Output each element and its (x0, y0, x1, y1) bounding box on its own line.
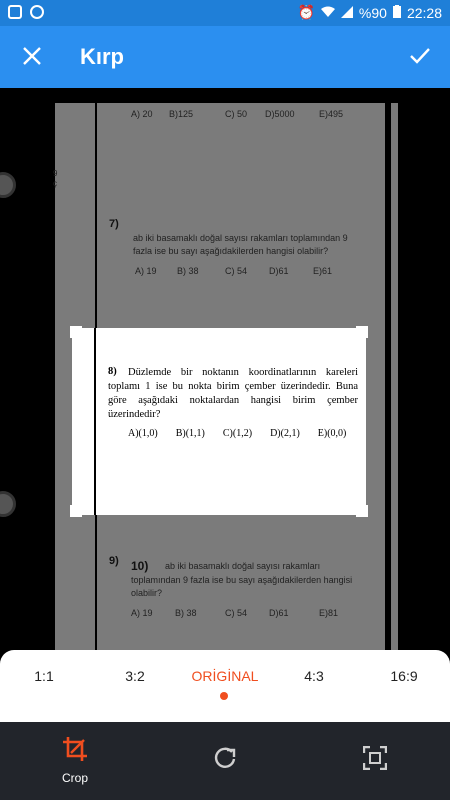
row1-d: D)5000 (265, 109, 295, 119)
q10-line2: toplamından 9 fazla ise bu sayı aşağıdakilerden hangisi (131, 575, 353, 585)
q10-opt-e: E)81 (319, 608, 339, 618)
check-icon (409, 47, 431, 65)
q8-opt-a: A)(1,0) (128, 428, 158, 439)
q7-opt-a: A) 19 (135, 266, 157, 276)
ratio-1-1[interactable]: 1:1 (34, 668, 54, 684)
q9-number: 9) (109, 555, 119, 567)
fullscreen-icon (363, 746, 387, 770)
crop-selection[interactable] (72, 328, 366, 515)
battery-text: %90 (358, 4, 387, 21)
q7-line1: ab iki basamaklı doğal sayısı rakamları toplamından 9 (133, 233, 348, 243)
crop-tool-label: Crop (61, 771, 88, 785)
image-icon (8, 5, 22, 19)
battery-icon (393, 5, 401, 21)
q10-number: 10) (131, 559, 149, 573)
ratio-16-9[interactable]: 16:9 (390, 668, 418, 684)
row1-a: A) 20 (131, 109, 153, 119)
crop-icon (62, 736, 88, 762)
q10-opt-b: B) 38 (175, 608, 197, 618)
row1-b: B)125 (169, 109, 194, 119)
row1-e: E)495 (319, 109, 344, 119)
ratio-4-3[interactable]: 4:3 (304, 668, 324, 684)
page-edge (385, 103, 391, 650)
q7-opt-c: C) 54 (225, 266, 248, 276)
margin-text: 9 ç (53, 169, 58, 188)
q10-opt-d: D)61 (269, 608, 289, 618)
q7-opt-b: B) 38 (177, 266, 199, 276)
q8-options (128, 428, 346, 439)
q7-opt-d: D)61 (269, 266, 289, 276)
q8-question: Düzlemde bir noktanın koordinatlarının kareleri toplamı 1 ise bu nokta birim çember üzerindedir. Buna göre aşağıdaki noktalardan hangisi birim çember üzerindedir? (108, 367, 358, 420)
image-canvas[interactable] (0, 88, 450, 650)
q7-number: 7) (109, 218, 119, 230)
q10-opt-c: C) 54 (225, 608, 248, 618)
left-handle-top[interactable] (0, 172, 16, 198)
confirm-button[interactable] (404, 40, 436, 72)
crop-handle-top-right[interactable] (356, 326, 368, 338)
q8-opt-c: C)(1,2) (222, 428, 253, 439)
app-bar (0, 26, 450, 88)
crop-handle-bottom-left[interactable] (70, 505, 82, 517)
page-title: Kırp (80, 44, 124, 69)
full-frame-button[interactable] (345, 746, 405, 775)
q8-text (108, 366, 358, 422)
q8-number: 8) (108, 366, 117, 377)
rotate-icon (213, 746, 237, 770)
bottom-toolbar (0, 722, 450, 800)
q7-line2: fazla ise bu sayı aşağıdakilerden hangisi olabilir? (133, 246, 329, 256)
sync-icon (30, 5, 44, 19)
q8-opt-b: B)(1,1) (175, 428, 205, 439)
aspect-ratio-bar (0, 650, 450, 722)
ratio-3-2[interactable]: 3:2 (125, 668, 145, 684)
rotate-button[interactable] (195, 746, 255, 775)
crop-handle-top-left[interactable] (70, 326, 82, 338)
crop-handle-bottom-right[interactable] (356, 505, 368, 517)
close-button[interactable] (16, 40, 48, 72)
q10-line1: ab iki basamaklı doğal sayısı rakamları (165, 561, 321, 571)
q10-opt-a: A) 19 (131, 608, 153, 618)
alarm-icon: ⏰ (297, 4, 315, 20)
page-divider-crop (94, 328, 96, 515)
close-icon (22, 46, 42, 66)
q7-opt-e: E)61 (313, 266, 333, 276)
selected-ratio-indicator (220, 692, 228, 700)
crop-tool-button[interactable] (45, 736, 105, 785)
clock: 22:28 (406, 4, 442, 21)
signal-icon (341, 5, 353, 21)
q10-line3: olabilir? (131, 588, 163, 598)
wifi-icon (321, 5, 335, 21)
status-bar (0, 0, 450, 26)
row1-c: C) 50 (225, 109, 248, 119)
ratio-original[interactable]: ORİGİNAL (191, 668, 259, 684)
left-handle-bottom[interactable] (0, 491, 16, 517)
q8-opt-e: E)(0,0) (317, 428, 347, 439)
q8-opt-d: D)(2,1) (270, 428, 300, 439)
